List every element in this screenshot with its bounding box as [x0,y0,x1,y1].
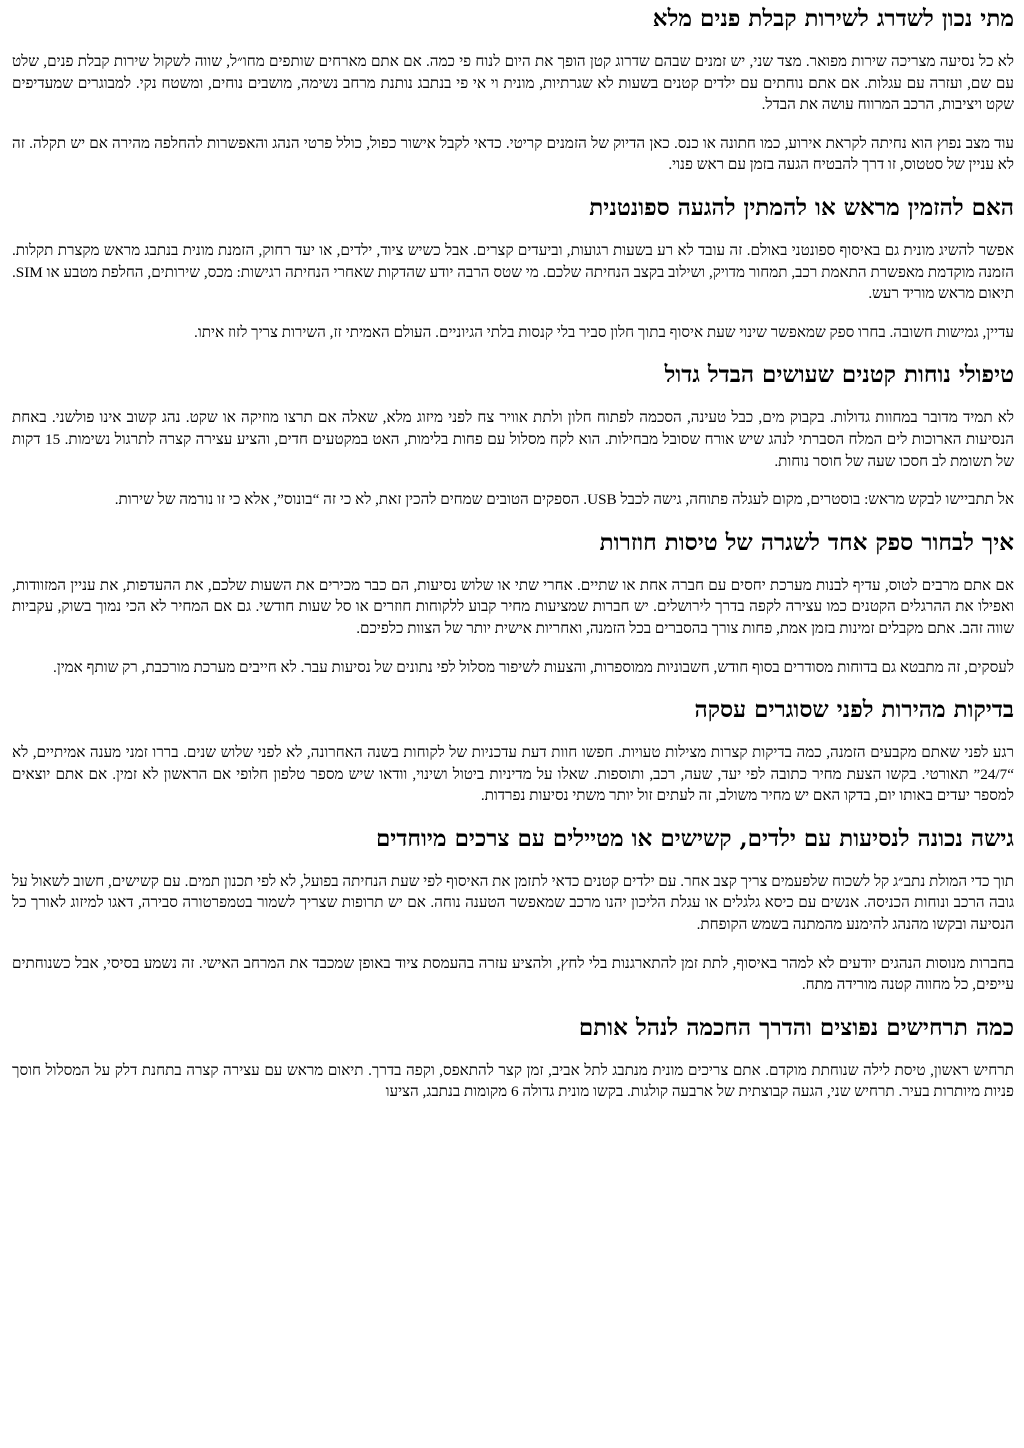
section-heading: איך לבחור ספק אחד לשגרה של טיסות חוזרות [599,528,1014,556]
section-comfort-touches [12,360,1014,510]
section-heading: כמה תרחישים נפוצים והדרך החכמה לנהל אותם [578,1013,1014,1041]
paragraph: אם אתם מרבים לטוס, עדיף לבנות מערכת יחסים עם חברה אחת או שתיים. אחרי שתי או שלוש נסיעות, הם כבר מכירים את השעות שלכם, את ההעדפות, את עניין המזוודות, ואפילו את ההרגלים הקטנים כמו עצירה לקפה בדרך לירושלים. יש חברות שמציעות מחיר קבוע ללקוחות חוזרים או סל שעות חודשי. גם אם המחיר לא הכי נמוך בשוק, עקביות שווה זהב. אתם מקבלים זמינות בזמן אמת, פחות צורך בהסברים בכל הזמנה, ואחריות אישית יותר של הצוות כלפיכם. [12,576,1014,637]
section-book-ahead [12,193,1014,343]
paragraph: עדיין, גמישות חשובה. בחרו ספק שמאפשר שינוי שעת איסוף בתוך חלון סביר בלי קנסות בלתי הגיוניים. העולם האמיתי זז, השירות צריך לזוז איתו. [194,323,1014,341]
paragraph: תוך כדי המולת נתב״ג קל לשכוח שלפעמים צריך קצב אחר. עם ילדים קטנים כדאי לתזמן את האיסוף לפי שעת הנחיתה בפועל, לא לפי תכנון תמים. עם קשישים, חשוב לשאול על גובה הרכב ונוחות הכניסה. אנשים עם כיסא גלגלים או עגלת הליכון יהנו מרכב שמאפשר הטענה נוחה. אם יש תרופות שצריך לשמור בטמפרטורה סבירה, דאגו למיזוג לאורך כל הנסיעה ובקשו מהנהג להימנע מהמתנה בשמש הקופחת. [12,872,1014,934]
section-upgrade-reception [12,4,1014,176]
section-heading: טיפולי נוחות קטנים שעושים הבדל גדול [664,361,1014,389]
paragraph: תרחיש ראשון, טיסת לילה שנוחתת מוקדם. אתם צריכים מונית מנתבג לתל אביב, זמן קצר להתאפס, וקפה בדרך. תיאום מראש עם עצירה קצרה בתחנת דלק על המסלול חוסך פניות מיותרות בעיר. תרחיש שני, הגעה קבוצתית של ארבעה קולגות. בקשו מונית גדולה 6 מקומות בנתבג, הציעו [12,1061,1014,1101]
paragraph: אל תתביישו לבקש מראש: בוסטרים, מקום לעגלה פתוחה, גישה לכבל USB. הספקים הטובים שמחים להכין זאת, לא כי זה “בונוס”, אלא כי זו נורמה של שירות. [114,491,1014,509]
paragraph: רגע לפני שאתם מקבעים הזמנה, כמה בדיקות קצרות מצילות טעויות. חפשו חוות דעת עדכניות של לקוחות בשנה האחרונה, לא לפני שלוש שנים. בררו זמני מענה אמיתיים, לא “24/7” תאורטי. בקשו הצעת מחיר כתובה לפי יעד, שעה, רכב, ותוספות. שאלו על מדיניות ביטול ושינוי, וודאו שיש מספר טלפון חלופי אם הראשון לא זמין. אם אתם יוצאים למספר יעדים באותו יום, בדקו האם יש מחיר משולב, זה לעתים זול יותר משתי נסיעות נפרדות. [12,744,1014,805]
section-quick-checks [12,695,1014,807]
paragraph: עוד מצב נפוץ הוא נחיתה לקראת אירוע, כמו חתונה או כנס. כאן הדיוק של הזמנים קריטי. כדאי לקבל אישור כפול, כולל פרטי הנהג והאפשרות להחלפה מהירה אם יש תקלה. זה לא עניין של סטטוס, זו דרך להבטיח הגעה בזמן עם ראש פנוי. [12,134,1014,174]
section-heading: גישה נכונה לנסיעות עם ילדים, קשישים או מטיילים עם צרכים מיוחדים [375,824,1014,852]
section-choose-provider [12,528,1014,678]
paragraph: לא כל נסיעה מצריכה שירות מפואר. מצד שני, יש זמנים שבהם שדרוג קטן הופך את היום לנוח פי כמה. אם אתם מארחים שותפים מחו״ל, שווה לשקול שירות קבלת פנים, שלט עם שם, ועזרה עם עגלות. אם אתם נוחתים עם ילדים קטנים בשעות לא שגרתיות, מונית וי אי פי בנתבג נותנת מרחב נשימה, מושבים נוחים, ומשטח נקי. למבוגרים שמעדיפים שקט ויציבות, הרכב המרווח עושה את הבדל. [12,53,1014,114]
paragraph: לא תמיד מדובר במחוות גדולות. בקבוק מים, כבל טעינה, הסכמה לפתוח חלון ולתת אוויר צח לפני מיזוג מלא, שאלה אם תרצו מוזיקה או שקט. נהג קשוב אינו פולשני. באחת הנסיעות הארוכות לים המלח הסברתי לנהג שיש אורח שסובל מבחילות. הוא לקח מסלול עם פחות בלימות, האט במקטעים חדים, והציע עצירה קצרה לתרגול נשימות. 15 דקות של תשומת לב חסכו שעה של חוסר נוחות. [12,409,1014,470]
section-common-scenarios [12,1013,1014,1103]
paragraph: לעסקים, זה מתבטא גם בדוחות מסודרים בסוף חודש, חשבוניות ממוספרות, והצעות לשיפור מסלול לפי נתונים של נסיעות עבר. לא חייבים מערכת מורכבת, רק שותף אמין. [53,658,1014,676]
paragraph: בחברות מנוסות הנהגים יודעים לא למהר באיסוף, לתת זמן להתארגנות בלי לחץ, ולהציע עזרה בהעמסת ציוד באופן שמכבד את המרחב האישי. זה נשמע בסיסי, אבל כשנוחתים עייפים, כל מחווה קטנה מורידה מתח. [12,954,1014,994]
paragraph: אפשר להשיג מונית גם באיסוף ספונטני באולם. זה עובד לא רע בשעות רגועות, וביעדים קצרים. אבל כשיש ציוד, ילדים, או יעד רחוק, הזמנת מונית בנתבג מראש מקצרת תקלות. הזמנה מוקדמת מאפשרת התאמת רכב, תמחור מדויק, ושילוב בקצב הנחיתה שלכם. מי שטס הרבה יודע שהדקות שאחרי הנחיתה רגישות: מכס, שירותים, החלפת מטבע או SIM. תיאום מראש מוריד רעש. [12,241,1014,303]
section-special-needs [12,824,1014,996]
section-heading: האם להזמין מראש או להמתין להגעה ספונטנית [589,193,1014,221]
section-heading: בדיקות מהירות לפני שסוגרים עסקה [694,696,1014,724]
section-heading: מתי נכון לשדרג לשירות קבלת פנים מלא [652,5,1014,32]
